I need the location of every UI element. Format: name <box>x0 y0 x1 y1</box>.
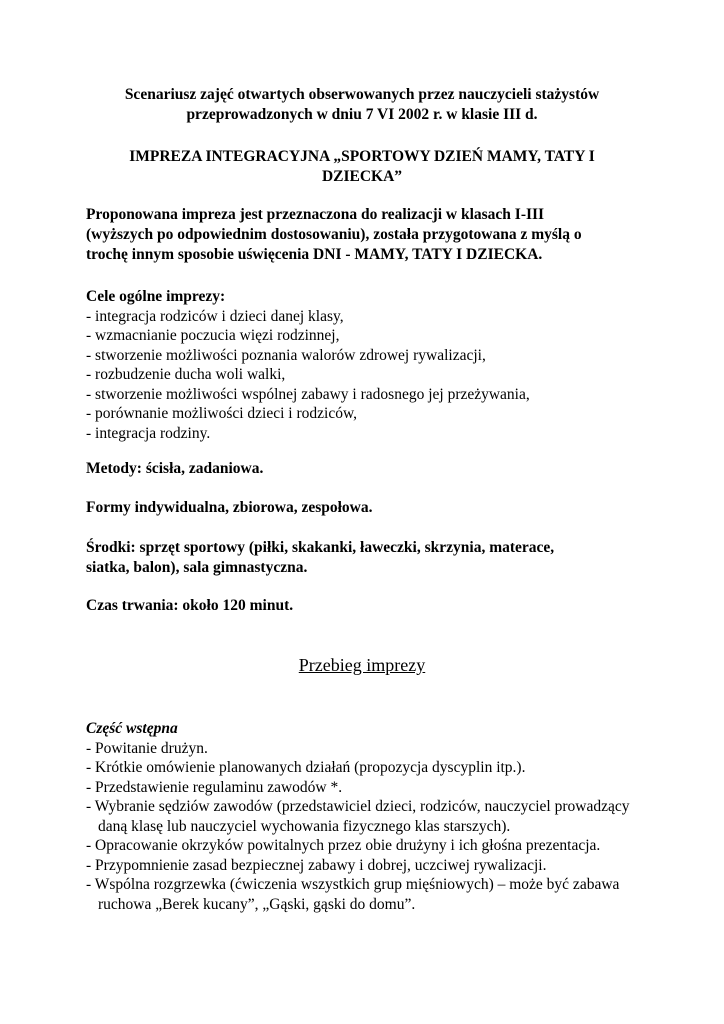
intro-part-section <box>86 719 646 914</box>
goals-heading: Cele ogólne imprezy: <box>86 288 226 305</box>
event-title-line-1: IMPREZA INTEGRACYJNA „SPORTOWY DZIEŃ MAMY, TATY I <box>129 148 595 165</box>
list-item: - integracja rodziców i dzieci danej klasy, <box>86 307 344 325</box>
means-line-2: siatka, balon), sala gimnastyczna. <box>86 558 308 576</box>
intro-part-title: Część wstępna <box>86 720 178 737</box>
document-header <box>72 85 652 124</box>
list-item: - Krótkie omówienie planowanych działań (propozycja dyscyplin itp.). <box>86 759 526 776</box>
header-line-1: Scenariusz zajęć otwartych obserwowanych przez nauczycieli stażystów <box>124 86 600 103</box>
goals-list <box>86 307 646 444</box>
methods-line: Metody: ścisła, zadaniowa. <box>86 460 264 477</box>
list-item: - Przypomnienie zasad bezpiecznej zabawy i dobrej, uczciwej rywalizacji. <box>86 856 547 874</box>
list-item: - stworzenie możliwości wspólnej zabawy i radosnego jej przeżywania, <box>86 385 530 403</box>
list-item: - rozbudzenie ducha woli walki, <box>86 366 286 383</box>
intro-line-1: Proponowana impreza jest przeznaczona do realizacji w klasach I-III <box>86 206 545 223</box>
list-item: - Powitanie drużyn. <box>86 739 208 757</box>
header-line-2: przeprowadzonych w dniu 7 VI 2002 r. w klasie III d. <box>186 105 538 123</box>
list-item: - Przedstawienie regulaminu zawodów *. <box>86 778 343 796</box>
intro-part-list <box>86 739 646 915</box>
list-item: - Wybranie sędziów zawodów (przedstawiciel dzieci, rodziców, nauczyciel prowadzący daną klasę lub nauczyciel wychowania fizycznego klas starszych). <box>86 798 630 835</box>
list-item: - porównanie możliwości dzieci i rodziców, <box>86 405 358 422</box>
intro-line-3: trochę innym sposobie uświęcenia DNI - MAMY, TATY I DZIECKA. <box>86 246 543 263</box>
forms-line: Formy indywidualna, zbiorowa, zespołowa. <box>86 499 373 516</box>
duration-line: Czas trwania: około 120 minut. <box>86 597 294 614</box>
list-item: - Opracowanie okrzyków powitalnych przez obie drużyny i ich głośna prezentacja. <box>86 837 601 854</box>
means-line-1: Środki: sprzęt sportowy (piłki, skakanki, ławeczki, skrzynia, materace, <box>86 539 555 556</box>
section-title: Przebieg imprezy <box>298 655 426 675</box>
intro-line-2: (wyższych po odpowiednim dostosowaniu), została przygotowana z myślą o <box>86 226 582 243</box>
event-title <box>72 147 652 186</box>
list-item: - integracja rodziny. <box>86 424 211 442</box>
list-item: - wzmacnianie poczucia więzi rodzinnej, <box>86 327 340 344</box>
event-title-line-2: DZIECKA” <box>321 167 403 185</box>
intro-paragraph <box>86 205 646 265</box>
means-paragraph <box>86 538 646 577</box>
goals-section <box>86 287 646 443</box>
list-item: - Wspólna rozgrzewka (ćwiczenia wszystkich grup mięśniowych) – może być zabawa ruchowa „Berek kucany”, „Gąski, gąski do domu”. <box>86 876 620 913</box>
list-item: - stworzenie możliwości poznania walorów zdrowej rywalizacji, <box>86 346 486 364</box>
